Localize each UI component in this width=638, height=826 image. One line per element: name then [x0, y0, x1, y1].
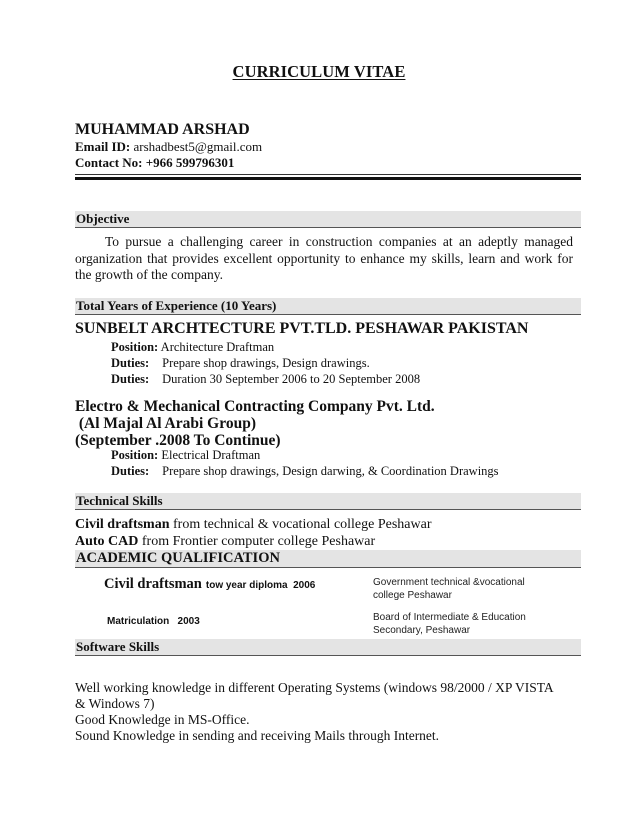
software-skill-line: Well working knowledge in different Operating Systems (windows 98/2000 / XP VISTA [75, 680, 554, 695]
section-heading-technical-skills: Technical Skills [75, 493, 581, 510]
academic-row-2-institution [373, 611, 526, 637]
skill-title: Auto CAD [75, 534, 139, 549]
job-2-position [111, 448, 260, 463]
duties-label: Duties: [111, 356, 150, 370]
email-label: Email ID: [75, 139, 131, 154]
skill-item [75, 517, 432, 533]
duties-label: Duties: [111, 372, 150, 386]
header-divider [75, 174, 581, 180]
position-label: Position: [111, 448, 159, 462]
contact-line [75, 155, 234, 171]
duties-value: Duration 30 September 2006 to 20 September 2008 [162, 372, 421, 386]
section-heading-software-skills: Software Skills [75, 639, 581, 656]
objective-text: To pursue a challenging career in construction companies at an adeptly managed organization that provides excellent opportunity to enhance my skills, learn and work for the growth of the company. [75, 234, 573, 282]
position-value: Electrical Draftman [161, 448, 261, 462]
job-1-duties-1 [111, 356, 370, 371]
contact-value: +966 599796301 [145, 155, 235, 170]
software-skill-line: Good Knowledge in MS-Office. [75, 712, 250, 727]
skill-detail: from technical & vocational college Peshawar [169, 517, 432, 532]
academic-detail: tow year diploma 2006 [205, 580, 316, 591]
software-skill-line: Sound Knowledge in sending and receiving Mails through Internet. [75, 728, 440, 743]
institution-line: Secondary, Peshawar [373, 625, 471, 636]
skill-detail: from Frontier computer college Peshawar [138, 534, 376, 549]
academic-title: Civil draftsman [104, 576, 202, 592]
email-line [75, 139, 262, 155]
document-title: CURRICULUM VITAE [232, 62, 406, 81]
duties-value: Prepare shop drawings, Design drawings. [162, 356, 370, 370]
institution-line: college Peshawar [373, 590, 452, 601]
job-1-company: SUNBELT ARCHTECTURE PVT.TLD. PESHAWAR PAKISTAN [75, 320, 529, 337]
contact-label: Contact No: [75, 155, 143, 170]
academic-row-1-left [104, 576, 315, 593]
job-2-duties [111, 464, 499, 479]
duties-label: Duties: [111, 464, 150, 478]
position-label: Position: [111, 340, 159, 354]
position-value: Architecture Draftman [160, 340, 275, 354]
duties-value: Prepare shop drawings, Design darwing, & Coordination Drawings [162, 464, 499, 478]
academic-detail: Matriculation 2003 [107, 616, 200, 627]
institution-line: Board of Intermediate & Education [373, 612, 526, 623]
job-2-period: (September .2008 To Continue) [75, 432, 281, 449]
section-heading-academic: ACADEMIC QUALIFICATION [75, 550, 581, 568]
section-heading-objective: Objective [75, 211, 581, 228]
section-heading-experience: Total Years of Experience (10 Years) [75, 298, 581, 315]
institution-line: Government technical &vocational [373, 577, 525, 588]
skill-item [75, 534, 375, 550]
job-1-position [111, 340, 274, 355]
skill-title: Civil draftsman [75, 517, 170, 532]
job-1-duties-2 [111, 372, 420, 387]
academic-row-1-institution [373, 576, 525, 602]
academic-row-2-left [107, 616, 200, 627]
job-2-group: (Al Majal Al Arabi Group) [75, 415, 256, 432]
software-skill-line: & Windows 7) [75, 696, 155, 711]
job-2-company: Electro & Mechanical Contracting Company Pvt. Ltd. [75, 398, 435, 415]
email-value: arshadbest5@gmail.com [133, 139, 263, 154]
candidate-name: MUHAMMAD ARSHAD [75, 121, 250, 138]
